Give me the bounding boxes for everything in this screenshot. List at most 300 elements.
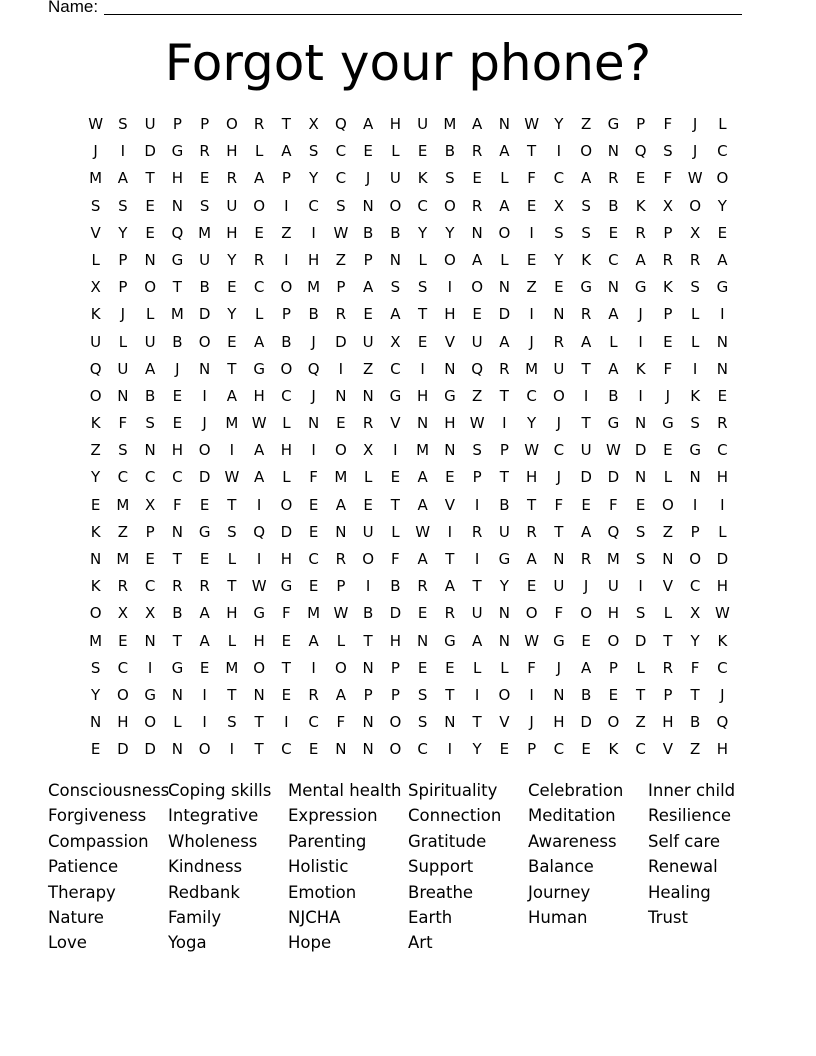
grid-letter: R — [471, 142, 483, 161]
word-list-item: Resilience — [648, 806, 732, 826]
grid-letter: B — [608, 196, 619, 215]
grid-letter: A — [471, 631, 483, 650]
grid-letter: O — [498, 223, 511, 242]
grid-letter: E — [608, 223, 619, 242]
grid-letter: R — [471, 522, 483, 541]
grid-letter: L — [718, 522, 727, 541]
grid-letter: Z — [580, 115, 592, 133]
grid-letter: S — [581, 196, 591, 215]
grid-letter: G — [689, 441, 701, 460]
grid-letter: I — [202, 713, 207, 732]
word-list-item: Hope — [288, 933, 332, 953]
grid-letter: H — [117, 713, 129, 732]
grid-letter: A — [471, 115, 483, 133]
grid-letter: E — [635, 169, 646, 188]
grid-letter: F — [690, 658, 700, 677]
grid-row — [82, 628, 736, 655]
page-title: Forgot your phone? — [164, 34, 652, 92]
grid-letter: T — [445, 550, 455, 568]
grid-letter: O — [198, 740, 211, 759]
grid-letter: S — [227, 713, 237, 732]
grid-row — [82, 655, 736, 682]
grid-letter: E — [281, 685, 292, 704]
grid-letter: G — [498, 550, 511, 568]
word-list-item: Redbank — [168, 882, 240, 902]
grid-letter: R — [471, 196, 483, 215]
grid-letter: V — [390, 414, 401, 433]
grid-letter: I — [338, 359, 344, 378]
grid-letter: P — [472, 468, 482, 487]
word-list-item: Expression — [288, 806, 378, 826]
grid-row — [82, 682, 736, 709]
grid-letter: I — [502, 414, 507, 433]
grid-letter: N — [199, 359, 211, 378]
grid-letter: A — [444, 577, 455, 596]
grid-letter: F — [554, 604, 564, 623]
grid-letter: S — [118, 115, 128, 133]
grid-letter: N — [335, 522, 347, 541]
grid-letter: A — [717, 250, 728, 269]
grid-letter: K — [581, 250, 592, 269]
grid-letter: D — [716, 550, 729, 568]
grid-letter: R — [199, 142, 210, 161]
grid-letter: O — [89, 386, 102, 405]
grid-letter: E — [417, 142, 428, 161]
grid-letter: H — [716, 468, 729, 487]
grid-letter: H — [226, 604, 238, 623]
grid-row — [82, 600, 736, 627]
grid-letter: N — [171, 740, 183, 759]
grid-letter: B — [444, 142, 456, 161]
grid-letter: E — [635, 495, 646, 514]
grid-letter: X — [144, 495, 156, 514]
grid-letter: Y — [499, 577, 509, 596]
grid-letter: G — [389, 386, 402, 405]
grid-letter: I — [474, 495, 480, 514]
grid-letter: E — [445, 468, 455, 487]
grid-letter: U — [362, 332, 374, 351]
grid-letter: Q — [634, 142, 647, 161]
word-list-item: Self care — [648, 831, 721, 851]
grid-letter: O — [253, 658, 266, 677]
grid-letter: C — [144, 577, 156, 596]
grid-letter: G — [171, 250, 184, 269]
name-label: Name: — [48, 0, 99, 16]
word-list-item: Healing — [648, 882, 711, 902]
grid-letter: V — [90, 223, 101, 242]
grid-letter: N — [635, 468, 647, 487]
grid-letter: I — [556, 142, 562, 161]
grid-letter: S — [635, 550, 646, 568]
grid-letter: I — [583, 386, 589, 405]
grid-letter: A — [417, 468, 428, 487]
grid-letter: M — [307, 604, 321, 623]
grid-letter: L — [391, 142, 400, 161]
grid-letter: P — [663, 305, 673, 324]
grid-letter: V — [662, 740, 673, 759]
word-list-item: Inner child — [648, 781, 736, 800]
grid-letter: S — [472, 441, 482, 460]
word-list-item: Coping skills — [168, 781, 272, 800]
grid-letter: A — [499, 142, 510, 161]
grid-letter: O — [389, 196, 402, 215]
grid-row — [82, 573, 736, 600]
grid-letter: W — [333, 223, 349, 242]
grid-row — [82, 138, 736, 165]
grid-letter: N — [144, 250, 156, 269]
word-column — [168, 778, 288, 956]
grid-letter: Q — [89, 359, 102, 378]
grid-letter: A — [199, 604, 210, 623]
grid-letter: H — [226, 142, 238, 161]
grid-letter: C — [717, 441, 728, 460]
grid-row — [82, 410, 736, 437]
grid-letter: T — [690, 685, 700, 704]
grid-letter: Y — [527, 414, 537, 433]
grid-letter: I — [720, 495, 725, 514]
grid-letter: A — [499, 332, 510, 351]
word-column — [48, 778, 168, 956]
grid-row — [82, 247, 736, 274]
grid-letter: G — [662, 414, 674, 433]
grid-letter: O — [334, 658, 347, 677]
grid-letter: G — [171, 658, 184, 677]
grid-letter: K — [90, 414, 101, 433]
grid-letter: L — [145, 305, 155, 324]
grid-letter: P — [118, 278, 128, 297]
grid-letter: C — [308, 713, 319, 732]
grid-letter: N — [389, 250, 401, 269]
grid-letter: R — [717, 414, 728, 433]
grid-letter: H — [525, 468, 538, 487]
grid-letter: T — [418, 305, 428, 324]
grid-letter: R — [635, 223, 646, 242]
grid-letter: K — [662, 278, 673, 297]
grid-letter: X — [90, 278, 101, 297]
grid-letter: C — [117, 468, 129, 487]
grid-letter: S — [227, 522, 237, 541]
grid-letter: N — [171, 196, 183, 215]
grid-row — [82, 519, 736, 546]
grid-letter: Y — [91, 685, 101, 704]
grid-letter: T — [472, 577, 482, 596]
grid-letter: F — [282, 604, 291, 623]
grid-letter: O — [116, 685, 129, 704]
grid-letter: E — [472, 169, 482, 188]
grid-letter: N — [444, 713, 456, 732]
grid-row — [82, 111, 736, 138]
grid-letter: M — [416, 441, 430, 460]
grid-letter: S — [635, 604, 646, 623]
grid-letter: G — [607, 414, 620, 433]
grid-letter: D — [580, 468, 592, 487]
grid-letter: R — [444, 604, 456, 623]
grid-letter: A — [253, 441, 265, 460]
grid-letter: E — [145, 550, 155, 568]
grid-letter: P — [499, 441, 509, 460]
grid-letter: A — [417, 550, 428, 568]
grid-letter: N — [689, 468, 701, 487]
grid-letter: P — [200, 115, 210, 133]
grid-letter: N — [716, 332, 728, 351]
grid-letter: K — [90, 305, 101, 324]
grid-letter: O — [280, 278, 293, 297]
grid-letter: G — [144, 685, 156, 704]
grid-letter: M — [116, 495, 130, 514]
grid-letter: D — [634, 631, 647, 650]
grid-letter: I — [120, 142, 126, 161]
grid-letter: D — [280, 522, 293, 541]
grid-letter: B — [172, 604, 183, 623]
grid-letter: R — [172, 577, 183, 596]
grid-letter: P — [281, 305, 291, 324]
grid-letter: E — [199, 550, 210, 568]
grid-letter: B — [689, 713, 701, 732]
grid-letter: D — [580, 713, 592, 732]
grid-letter: F — [309, 468, 318, 487]
grid-letter: E — [199, 495, 210, 514]
grid-letter: Z — [117, 522, 129, 541]
grid-letter: I — [692, 495, 698, 514]
grid-letter: S — [690, 414, 700, 433]
grid-letter: C — [281, 386, 292, 405]
grid-letter: F — [663, 115, 673, 133]
grid-letter: E — [445, 658, 455, 677]
grid-letter: S — [199, 196, 210, 215]
grid-letter: L — [173, 713, 182, 732]
grid-letter: V — [444, 495, 455, 514]
grid-letter: P — [636, 115, 646, 133]
grid-letter: J — [120, 305, 126, 324]
grid-letter: I — [638, 386, 643, 405]
grid-letter: B — [362, 604, 374, 623]
word-list-item: Support — [408, 857, 474, 877]
grid-letter: Z — [471, 386, 483, 405]
grid-letter: N — [308, 414, 320, 433]
grid-letter: L — [500, 250, 509, 269]
word-list-item: Patience — [48, 857, 119, 877]
grid-letter: R — [253, 250, 265, 269]
grid-letter: T — [145, 169, 155, 188]
grid-letter: T — [636, 685, 646, 704]
grid-letter: Q — [471, 359, 484, 378]
grid-letter: D — [117, 740, 129, 759]
grid-letter: I — [393, 441, 398, 460]
grid-letter: V — [499, 713, 510, 732]
name-field — [48, 0, 742, 17]
grid-letter: I — [311, 441, 316, 460]
grid-letter: F — [118, 414, 128, 433]
grid-letter: V — [662, 577, 673, 596]
grid-letter: K — [635, 359, 646, 378]
grid-letter: E — [308, 495, 319, 514]
grid-letter: R — [335, 305, 347, 324]
grid-letter: H — [389, 631, 402, 650]
grid-letter: J — [692, 115, 698, 133]
grid-letter: L — [472, 658, 482, 677]
word-column — [408, 778, 528, 956]
grid-letter: D — [634, 441, 647, 460]
grid-letter: H — [171, 441, 184, 460]
word-list-item: Parenting — [288, 831, 367, 851]
grid-letter: C — [281, 740, 292, 759]
grid-letter: S — [118, 441, 128, 460]
grid-letter: E — [717, 223, 728, 242]
grid-letter: I — [202, 386, 207, 405]
grid-letter: X — [390, 332, 401, 351]
grid-letter: Q — [253, 522, 266, 541]
grid-letter: Y — [690, 631, 700, 650]
grid-letter: Y — [554, 250, 564, 269]
grid-letter: I — [692, 359, 698, 378]
grid-letter: F — [609, 495, 618, 514]
grid-letter: Z — [281, 223, 292, 242]
grid-letter: P — [336, 278, 346, 297]
grid-letter: T — [445, 685, 455, 704]
grid-letter: S — [390, 278, 401, 297]
grid-letter: J — [665, 386, 671, 405]
grid-letter: T — [172, 550, 182, 568]
word-list-item: Mental health — [288, 781, 402, 800]
grid-letter: A — [580, 522, 592, 541]
grid-letter: I — [256, 550, 262, 568]
grid-letter: J — [365, 169, 371, 188]
grid-letter: T — [472, 713, 482, 732]
grid-letter: B — [308, 305, 319, 324]
grid-letter: O — [225, 115, 238, 133]
word-list-item: NJCHA — [288, 908, 341, 928]
grid-letter: I — [311, 658, 316, 677]
grid-letter: J — [311, 386, 316, 405]
grid-letter: R — [608, 169, 619, 188]
word-list-item: Renewal — [648, 857, 718, 877]
grid-letter: O — [198, 332, 211, 351]
grid-letter: O — [716, 169, 729, 188]
grid-letter: F — [663, 359, 673, 378]
word-column — [528, 778, 648, 956]
grid-letter: B — [580, 685, 592, 704]
grid-letter: Q — [334, 115, 347, 133]
grid-letter: E — [227, 332, 237, 351]
grid-letter: G — [553, 631, 565, 650]
grid-letter: N — [335, 386, 347, 405]
grid-letter: N — [335, 740, 347, 759]
grid-letter: N — [607, 278, 619, 297]
grid-letter: Y — [227, 305, 237, 324]
grid-row — [82, 492, 736, 519]
grid-letter: B — [199, 278, 210, 297]
grid-letter: E — [581, 631, 591, 650]
grid-letter: G — [280, 577, 293, 596]
grid-letter: I — [365, 577, 371, 596]
grid-letter: H — [253, 631, 265, 650]
grid-letter: X — [662, 196, 674, 215]
grid-letter: T — [172, 278, 182, 297]
grid-letter: N — [117, 386, 129, 405]
grid-letter: T — [227, 359, 237, 378]
grid-letter: Y — [717, 196, 727, 215]
word-list-item: Earth — [408, 908, 453, 928]
grid-letter: R — [362, 414, 374, 433]
grid-letter: H — [662, 713, 674, 732]
grid-letter: J — [529, 332, 534, 351]
grid-letter: A — [308, 631, 319, 650]
grid-letter: C — [308, 196, 319, 215]
grid-letter: K — [635, 196, 646, 215]
grid-letter: Y — [418, 223, 428, 242]
grid-letter: I — [256, 495, 262, 514]
word-list-item: Trust — [648, 908, 688, 928]
grid-letter: I — [420, 359, 425, 378]
grid-letter: M — [334, 468, 348, 487]
grid-letter: S — [417, 713, 428, 732]
grid-letter: L — [690, 305, 700, 324]
grid-letter: P — [145, 522, 155, 541]
grid-letter: S — [145, 414, 155, 433]
grid-letter: D — [335, 332, 347, 351]
grid-letter: O — [443, 196, 456, 215]
grid-letter: S — [445, 169, 455, 188]
grid-letter: S — [554, 223, 564, 242]
grid-letter: U — [607, 577, 619, 596]
grid-letter: U — [117, 359, 129, 378]
grid-letter: A — [335, 495, 346, 514]
grid-letter: H — [416, 386, 429, 405]
grid-letter: L — [690, 332, 700, 351]
grid-letter: D — [198, 468, 211, 487]
grid-letter: A — [253, 332, 265, 351]
word-list-item: Spirituality — [408, 781, 498, 800]
grid-letter: S — [308, 142, 319, 161]
grid-letter: S — [90, 658, 101, 677]
word-list-item: Love — [48, 933, 87, 953]
grid-letter: Z — [362, 359, 374, 378]
grid-letter: Q — [171, 223, 184, 242]
grid-letter: J — [638, 305, 643, 324]
grid-letter: N — [498, 278, 510, 297]
grid-letter: W — [251, 414, 267, 433]
grid-letter: R — [553, 332, 565, 351]
grid-letter: E — [308, 740, 319, 759]
grid-letter: Z — [526, 278, 537, 297]
grid-letter: R — [308, 685, 319, 704]
grid-letter: N — [417, 414, 429, 433]
grid-letter: Y — [91, 468, 101, 487]
grid-letter: J — [556, 468, 562, 487]
grid-letter: E — [363, 305, 373, 324]
grid-letter: P — [663, 223, 673, 242]
grid-letter: J — [175, 359, 180, 378]
grid-letter: A — [117, 169, 128, 188]
grid-letter: N — [144, 441, 156, 460]
grid-letter: F — [391, 550, 400, 568]
grid-letter: O — [661, 495, 674, 514]
grid-letter: A — [335, 685, 346, 704]
grid-row — [82, 356, 736, 383]
grid-letter: L — [282, 468, 291, 487]
grid-letter: L — [500, 658, 509, 677]
grid-letter: R — [662, 658, 674, 677]
grid-letter: L — [254, 305, 264, 324]
grid-letter: T — [527, 495, 537, 514]
grid-letter: X — [553, 196, 565, 215]
grid-letter: E — [363, 495, 373, 514]
grid-letter: L — [227, 631, 237, 650]
grid-letter: L — [118, 332, 128, 351]
grid-letter: C — [608, 250, 619, 269]
grid-letter: P — [281, 169, 291, 188]
grid-letter: N — [498, 631, 510, 650]
